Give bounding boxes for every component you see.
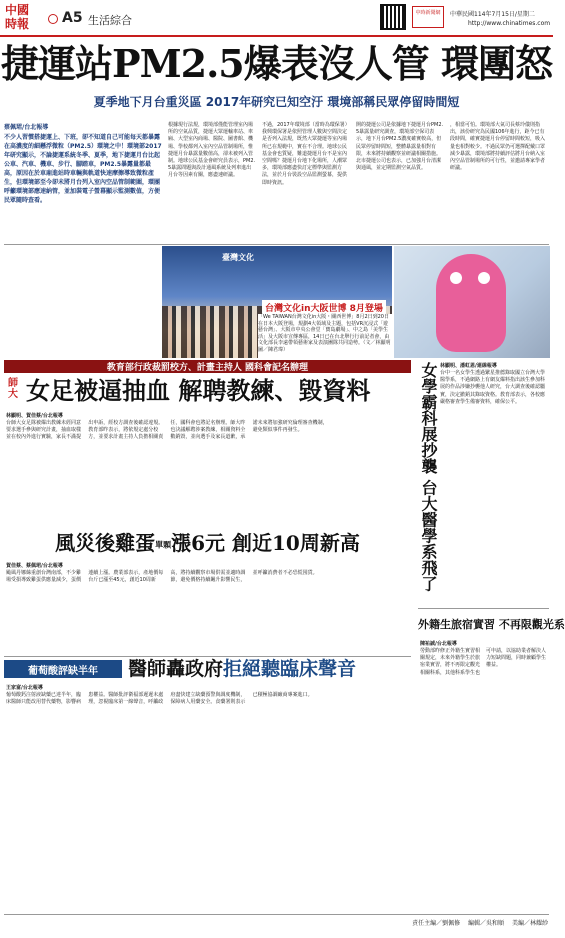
lead-col-1: 根據現行法規，環境部僅能管理室內場所的空氣品質，捷運大眾運輸車站、車廂、大型室內商場、醫院、圖書館、機場、學校都列入室內空品管制場所，惟捷運月台暴露量數值高，卻未被列入管制。地球公民基金會研究員表示，PM2.5暴露問題與設計通風系統及列車進出月台等因素有關，應盡速研議。 <box>168 122 256 179</box>
logo-top: 中國 <box>5 3 30 17</box>
lead-divider <box>4 244 549 245</box>
chinatimes-net-logo: 中時新聞網 <box>412 6 444 28</box>
foreign-body: 勞動部昨修正外籍生實習相關規定，未來外籍學生於旅宿業實習，將不再限定觀光相關科系，其他科系學生也可申請，以協助業者解決人力短缺問題，同時兼顧學生權益。 <box>420 648 547 676</box>
vertical-byline: 林顯明、潘虹恩/連線報導 <box>440 363 497 369</box>
teacher-body: 台師大女足隊被爆出教練未經同意要求選手參與研究計畫，抽血取樣並在校內外進行實驗，家長不滿提出申訴，經校方調查後確認違規。教育部昨表示，將依規定處分校方，並要求計畫主持人負擔相關責任，國科會也將記名辦理。師大昨也決議解聘涉案教練，相關資料全數銷毀，並向選手及家長道歉，承諾未來將加強研究倫理審查機制，避免類似事件再發生。 <box>6 420 328 441</box>
grape-byline: 王家富/台北報導 <box>6 685 43 691</box>
lead-col-4: ，相當可怕。環境部大氣司長蔡玲儀則指出，該份研究為民國106年進行，距今已有段時間，確實捷運月台停留時間較短，吸入量也相對較少。不過民眾仍可選擇配戴口罩減少暴露，環境部將持續評估將月台納入室內空品管制場所的可行性，並邀請專家學者研議。 <box>450 122 546 172</box>
footer-rule <box>4 914 549 915</box>
logo-bottom: 時報 <box>5 17 30 31</box>
page-number: A5 <box>62 10 83 26</box>
issue-date: 中華民國114年7月15日/星期二 <box>450 11 535 18</box>
photo-feature-body: 「We TAIWAN台灣文化in大阪・關西世博」8月2日到20日在日本大阪登場，規劃4大領域及主題，包括VR沉浸式「遊藝台灣」、大阪市中央公會堂「寶島劇場」、中之島「美學生活」及大阪市宣傳專區，14日已在台北舉行行前記者會，由文化部長李遠帶領藝術家及表演團隊共同造勢。（文／林顯明 圖／陳君瑋） <box>258 314 392 358</box>
lead-subhead: 夏季地下月台重災區 2017年研究已知空汙 環境部稱民眾停留時間短 <box>93 95 460 109</box>
teacher-kicker: 師大 <box>8 378 18 400</box>
footer-proof: 美編／林耀紗 <box>511 920 548 927</box>
mascot-figure <box>436 254 506 352</box>
masthead <box>0 0 553 38</box>
qr-code <box>380 4 406 30</box>
lead-col-2: 不過，2017年環境部（當時為環保署）我興環保署是依照管理人數與空間決定是否列入法規，既然大眾捷運等室內場所已在規範中，實在不合理。地球公民基金會也質疑，難道捷運月台不是室內空間嗎？捷運月台地下化場所，人潮眾多，環境部應盡快訂定標準與監測方法，並於月台裝設空品監測螢幕，提供即時資訊。 <box>262 122 350 186</box>
foreign-byline: 陳祐誠/台北報導 <box>420 641 457 647</box>
lead-summary-box <box>4 122 162 242</box>
grape-headline-b: 拒絕聽臨床聲音 <box>223 658 357 680</box>
mascot-photo <box>394 246 550 358</box>
grape-headline <box>128 656 411 682</box>
masthead-rule <box>0 35 553 37</box>
lead-summary: 不少人習慣搭捷運上、下班，卻不知道自己可能每天都暴露在高濃度的細懸浮微粒（PM2.5）環境之中！環境部2017年研究顯示，不論捷運系統冬季、夏季，地下捷運月台比起公車、汽車、機車、步行、腳踏車，PM2.5暴露量都最高，原因在於車廂進站時車輛與軌道快速摩擦導致微粒產生，但環境部至今卻未將月台列入室內空品管制範圍，環團呼籲環境部應速納管，並加裝電子螢幕顯示監測數值，方便民眾隨時查看。 <box>4 134 162 204</box>
grape-body: 葡萄酸鈣注射液缺藥已達半年，臨床醫師只能改用替代藥物，影響病患權益。醫師批評衛福部遲遲未處理，忽視臨床第一線聲音，呼籲政府盡快建立缺藥預警與調度機制，保障病人用藥安全。食藥署則表示已積極協調廠商專案進口。 <box>6 692 313 706</box>
egg-headline-main: 風災後雞蛋 <box>55 531 156 555</box>
lead-col-3: 開的捷運公司是依據地下捷運月台PM2.5暴露量研究調查，環境部空保司表示，地下月台PM2.5濃度確實較高，但民眾停留時間短，整體暴露量相對有限，未來將持續觀察並研議相關措施。北市捷運公司也表示，已加強月台清潔與通風，並定期監測空氣品質。 <box>356 122 444 172</box>
footer-credits <box>320 918 548 927</box>
grape-story-bar: 葡萄酸評缺半年 <box>4 660 122 678</box>
teacher-story-bar: 教育部行政裁罰校方、計畫主持人 國科會記名辦理 <box>4 360 411 373</box>
footer-layout: 編輯／吳和順 <box>468 920 505 927</box>
lead-headline: 捷運站PM2.5爆表沒人管 環團怒 <box>1 41 552 86</box>
egg-headline <box>4 530 411 558</box>
section-icon <box>48 14 58 24</box>
foreign-divider <box>418 608 549 609</box>
china-times-logo <box>5 3 39 35</box>
grape-headline-a: 醫師轟政府 <box>128 658 224 680</box>
vertical-headline: 女學霸科展抄襲 台大醫學系飛了 <box>419 362 438 592</box>
lead-byline: 蔡佩珺/台北報導 <box>4 124 49 131</box>
egg-body: 颱風丹娜絲重創台灣南部，不少雞場受損導致雞蛋供應量減少，蛋價連續上漲。農業部表示，產地價每台斤已漲至45元，創近10周新高，將持續觀察市場供需並適時調節，避免價格持續飆升影響民生，並呼籲消費者不必恐慌囤貨。 <box>6 570 318 584</box>
photo-feature-title: 台灣文化in大阪世博 8月登場 <box>262 300 386 315</box>
vertical-body: 台中一名女學生透過繁星推薦錄取國立台灣大學醫學系，不過網路上有網友爆料指出該生參加科展的作品涉嫌抄襲他人研究，台大調查後確認屬實，決定撤銷其錄取資格。教育部表示，各校應嚴格審查學生備審資料，確保公平。 <box>440 370 546 405</box>
egg-headline-small: 單顆 <box>155 539 172 550</box>
foreign-headline: 外籍生旅宿實習 不再限觀光系 <box>418 618 565 631</box>
teacher-byline: 林顯明、賀佳蔡/台北報導 <box>6 413 63 419</box>
photo-backdrop-text: 臺灣文化 <box>222 253 254 262</box>
egg-byline: 賀佳蔡、蔡佩珺/台北報導 <box>6 563 63 569</box>
egg-headline-rest: 漲6元 創近10周新高 <box>171 531 360 555</box>
teacher-headline: 女足被逼抽血 解聘教練、毀資料 <box>26 376 371 405</box>
footer-editor: 責任主編／劉佩修 <box>412 920 461 927</box>
section-name: 生活綜合 <box>88 14 132 27</box>
website-url[interactable]: http://www.chinatimes.com <box>468 20 551 27</box>
